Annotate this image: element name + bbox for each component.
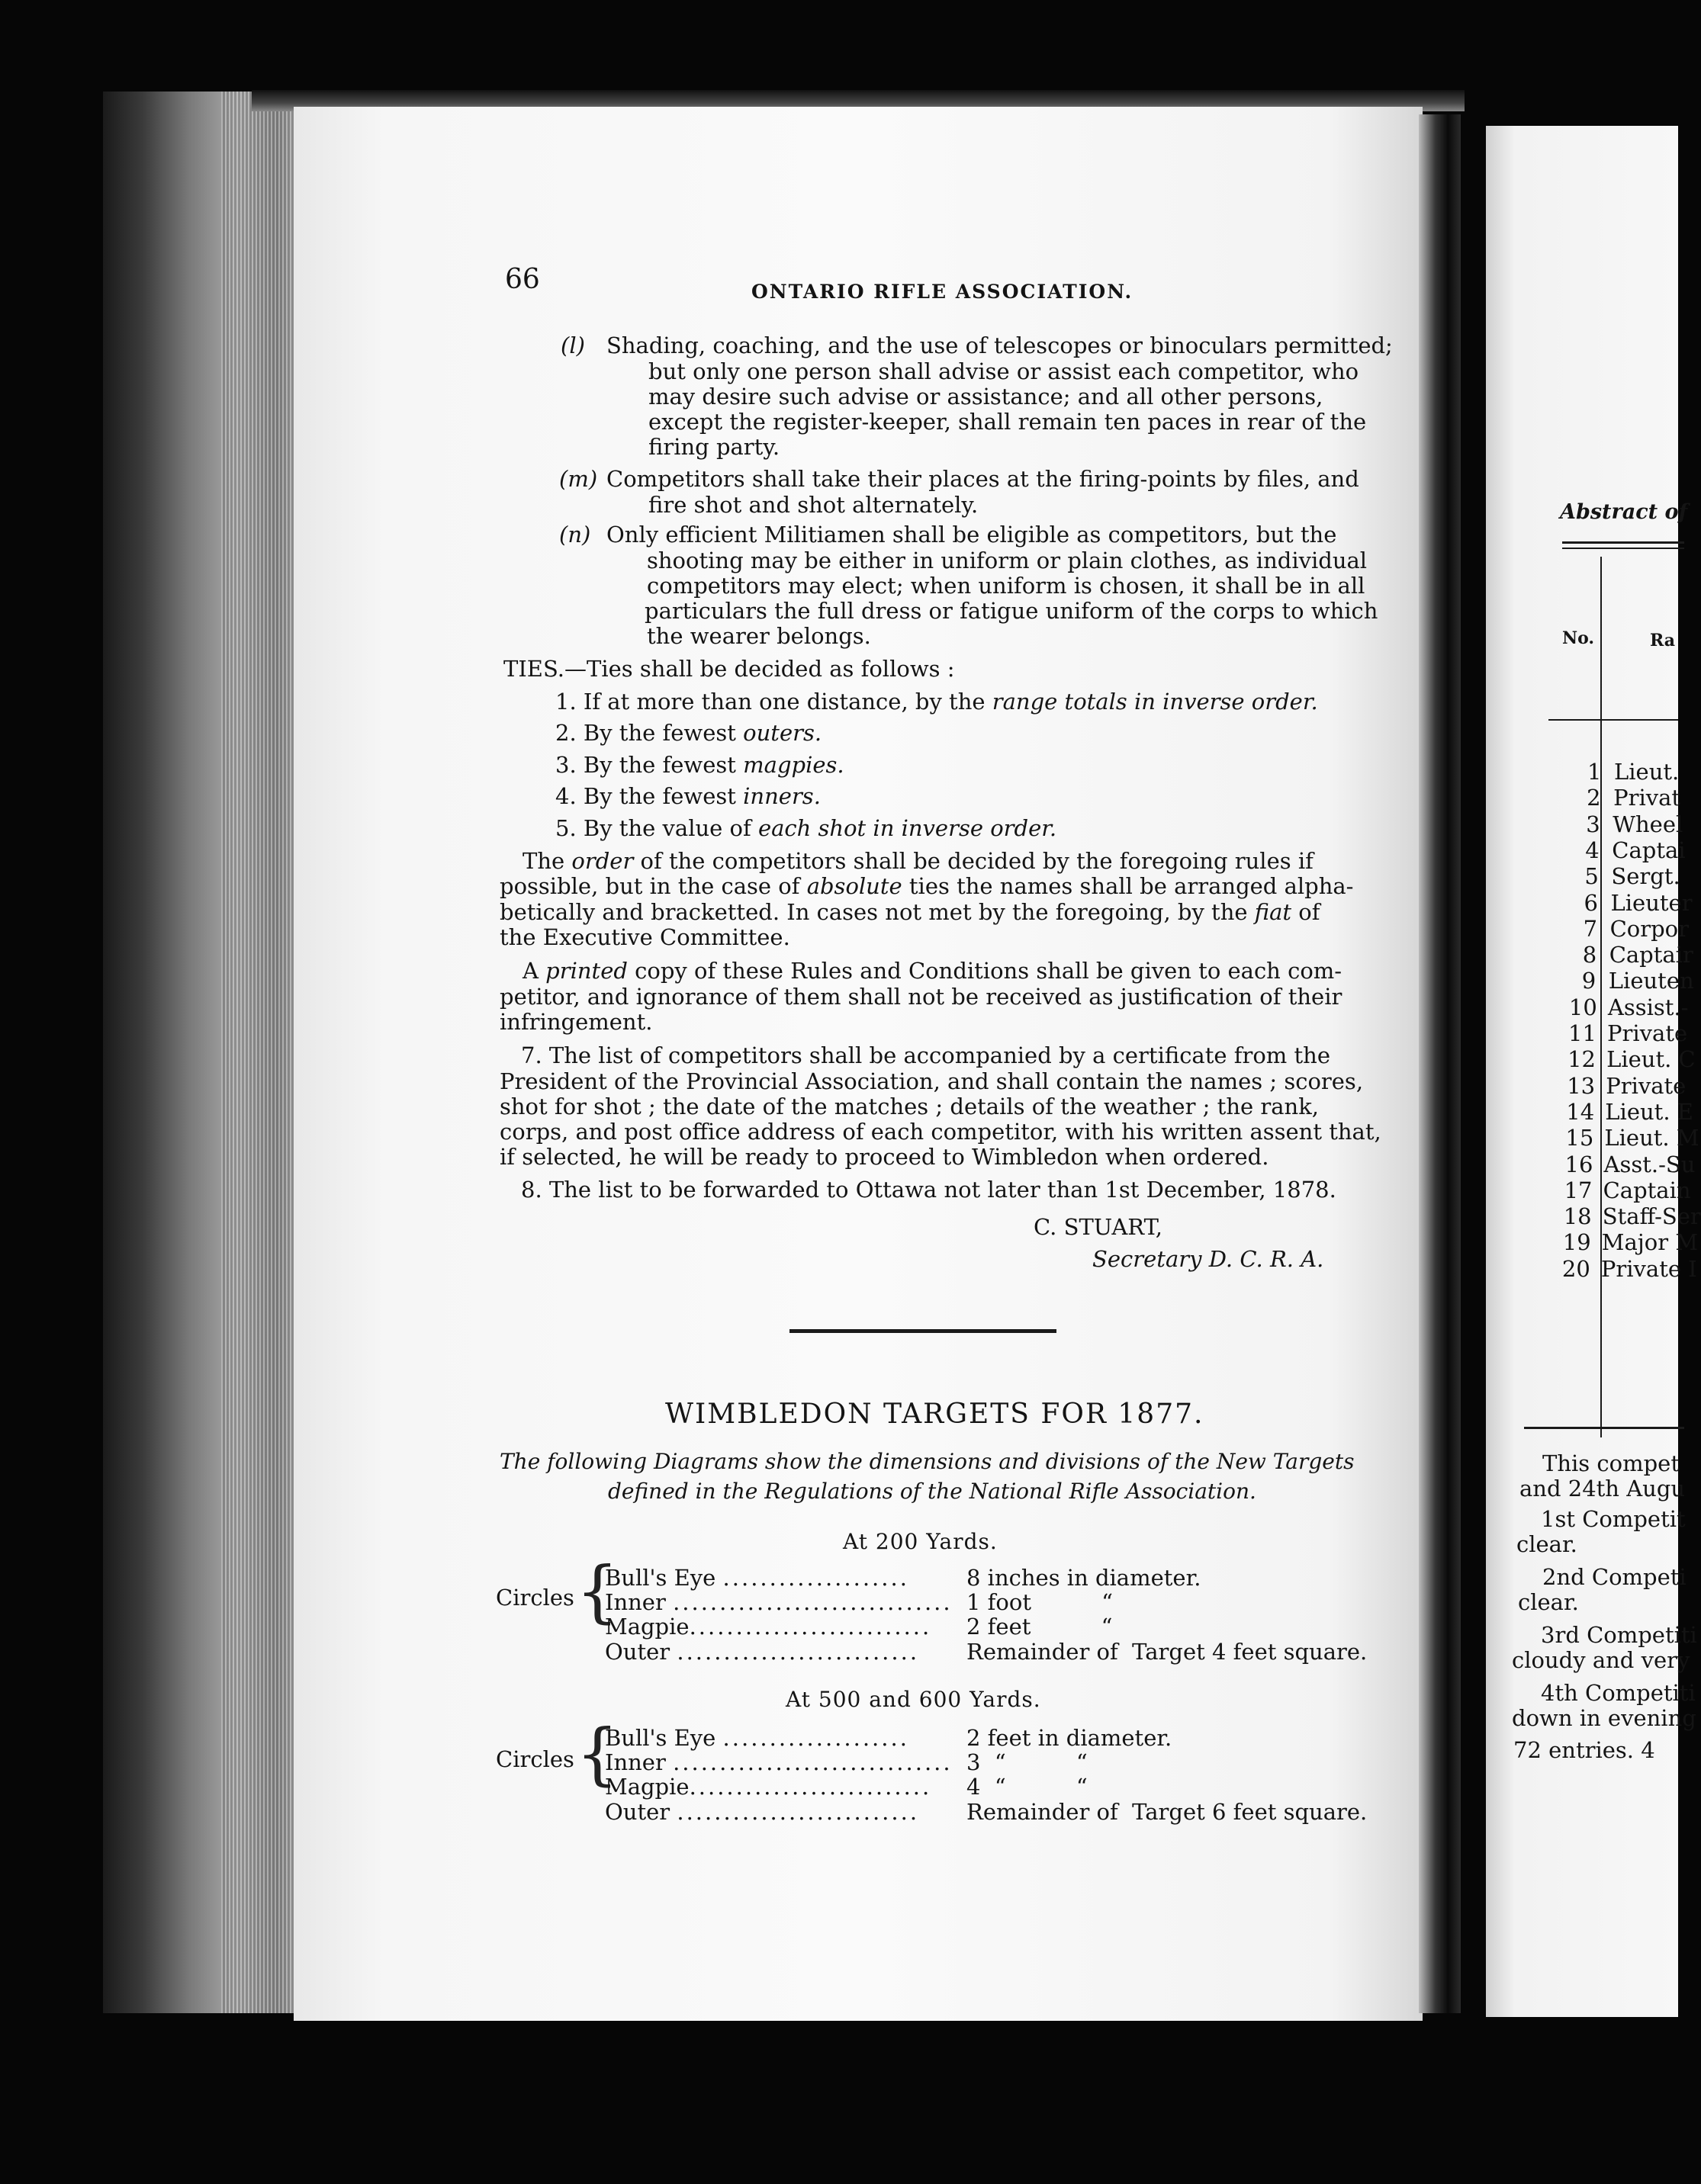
target-value: 3 “ “ [966, 1749, 1088, 1775]
abstract-heading: Abstract of [1560, 500, 1688, 524]
target-value: 4 “ “ [966, 1774, 1088, 1800]
brace-icon: { [576, 1552, 619, 1630]
rule-line: but only one person shall advise or assist each competitor, who [648, 358, 1359, 384]
row-rank: Wheel [1613, 811, 1683, 837]
row-rank: Privat [1613, 785, 1681, 811]
column-header-no: No. [1562, 628, 1595, 648]
note-line: and 24th Augu [1519, 1476, 1686, 1502]
target-value: Remainder of Target 4 feet square. [966, 1639, 1368, 1665]
note-line: 1st Competit [1541, 1506, 1686, 1532]
row-rank: Captain [1603, 1177, 1691, 1203]
rule-line: the wearer belongs. [647, 623, 871, 649]
target-value: Remainder of Target 6 feet square. [966, 1799, 1368, 1825]
paragraph-line: petitor, and ignorance of them shall not be received as justification of their [500, 984, 1342, 1010]
rule-line: competitors may elect; when uniform is chosen, it shall be in all [647, 573, 1365, 599]
row-number: 6 [1584, 889, 1598, 916]
row-rank: Corpor [1609, 915, 1689, 942]
row-rank: Lieut. [1614, 759, 1680, 785]
paragraph-line: infringement. [500, 1009, 653, 1035]
note-line: This compet [1542, 1450, 1680, 1476]
rule-line: fire shot and shot alternately. [648, 492, 979, 518]
row-number: 7 [1583, 915, 1598, 942]
note-line: clear. [1518, 1589, 1579, 1615]
note-line: 2nd Competi [1542, 1564, 1687, 1590]
row-number: 4 [1585, 837, 1600, 863]
note-line: 3rd Competiti [1541, 1622, 1697, 1648]
row-rank: Staff-Ser [1602, 1203, 1701, 1230]
table-bottom-rule [1524, 1427, 1684, 1429]
rule-letter: (m) [559, 466, 598, 492]
target-row: Magpie.......................... [605, 1774, 932, 1800]
row-number: 5 [1584, 863, 1599, 890]
subsection-heading-200: At 200 Yards. [843, 1529, 998, 1554]
paragraph-line: if selected, he will be ready to proceed to Wimbledon when ordered. [500, 1144, 1269, 1170]
column-divider [1600, 557, 1602, 1437]
rule-8: 8. The list to be forwarded to Ottawa not later than 1st December, 1878. [521, 1177, 1336, 1203]
section-title: WIMBLEDON TARGETS FOR 1877. [665, 1399, 1204, 1430]
circles-label: Circles [496, 1585, 574, 1611]
circles-label: Circles [496, 1746, 574, 1772]
row-rank: Sergt. [1611, 863, 1680, 890]
target-value: 8 inches in diameter. [966, 1565, 1201, 1591]
target-row: Inner .............................. [605, 1589, 953, 1615]
target-row: Magpie.......................... [605, 1614, 932, 1640]
running-head: ONTARIO RIFLE ASSOCIATION. [751, 281, 1133, 303]
row-rank: Assist.- [1607, 994, 1689, 1020]
target-row: Bull's Eye .................... [605, 1725, 909, 1751]
paragraph-line: betically and bracketted. In cases not met by the foregoing, by the fiat of [500, 899, 1320, 925]
row-number: 10 [1568, 994, 1597, 1020]
ties-heading: TIES.—Ties shall be decided as follows : [503, 656, 955, 682]
row-rank: Lieut. E [1605, 1098, 1693, 1125]
signature-title: Secretary D. C. R. A. [1092, 1246, 1324, 1272]
rule-letter: (n) [559, 522, 591, 548]
row-rank: Private [1607, 1020, 1688, 1046]
rule-letter: (l) [561, 332, 585, 358]
paragraph-line: the Executive Committee. [500, 924, 790, 950]
target-row: Bull's Eye .................... [605, 1565, 909, 1591]
row-rank: Major M [1601, 1229, 1699, 1256]
brace-icon: { [576, 1714, 619, 1793]
page-number: 66 [505, 264, 540, 295]
row-number: 20 [1561, 1255, 1590, 1282]
rule-line: Competitors shall take their places at the firing-points by files, and [606, 466, 1359, 492]
right-page [1486, 126, 1701, 2017]
rule-line: shooting may be either in uniform or plain clothes, as individual [647, 548, 1368, 573]
targets-intro-line: The following Diagrams show the dimensions and divisions of the New Targets [500, 1449, 1355, 1474]
rule-line: particulars the full dress or fatigue uniform of the corps to which [645, 598, 1378, 624]
paragraph-line: A printed copy of these Rules and Conditions shall be given to each com- [523, 958, 1342, 984]
paragraph-line: possible, but in the case of absolute ties the names shall be arranged alpha- [500, 873, 1354, 899]
row-rank: Lieut. M [1604, 1125, 1699, 1151]
row-rank: Lieuten [1608, 968, 1694, 994]
row-number: 16 [1564, 1151, 1593, 1177]
rule-line: may desire such advise or assistance; and all other persons, [648, 384, 1323, 410]
row-number: 1 [1587, 759, 1602, 785]
row-rank: Private [1606, 1072, 1687, 1099]
paragraph-line: corps, and post office address of each competitor, with his written assent that, [500, 1119, 1381, 1145]
book-gutter [1419, 114, 1461, 2013]
paragraph-line: President of the Provincial Association, and shall contain the names ; scores, [500, 1068, 1364, 1094]
row-number: 8 [1582, 942, 1597, 968]
rule-line: Only efficient Militiamen shall be eligible as competitors, but the [606, 522, 1337, 548]
paragraph-line: The order of the competitors shall be decided by the foregoing rules if [523, 848, 1314, 874]
target-value: 2 feet “ [966, 1614, 1113, 1640]
row-rank: Lieut. C [1606, 1046, 1696, 1073]
table-top-rule [1562, 541, 1684, 544]
row-rank: Private I [1600, 1255, 1697, 1282]
row-number: 19 [1562, 1229, 1591, 1256]
rule-line: except the register-keeper, shall remain ten paces in rear of the [648, 409, 1367, 435]
note-line: 4th Competiti [1541, 1680, 1696, 1706]
row-number: 14 [1566, 1098, 1595, 1125]
targets-intro-line: defined in the Regulations of the National Rifle Association. [608, 1479, 1256, 1504]
target-row: Inner .............................. [605, 1749, 953, 1775]
note-line: clear. [1516, 1531, 1577, 1557]
row-number: 3 [1586, 811, 1600, 837]
header-rule [1548, 719, 1678, 721]
row-number: 2 [1587, 785, 1601, 811]
paragraph-line: 7. The list of competitors shall be accompanied by a certificate from the [521, 1042, 1331, 1068]
target-row: Outer .......................... [605, 1799, 920, 1825]
row-rank: Captair [1609, 942, 1693, 968]
table-top-rule [1562, 548, 1684, 549]
note-line: cloudy and very [1512, 1647, 1690, 1673]
row-number: 17 [1564, 1177, 1593, 1203]
row-number: 18 [1563, 1203, 1592, 1230]
row-rank: Lieuter [1610, 889, 1693, 916]
tie-rule-5: 5. By the value of each shot in inverse order. [555, 815, 1057, 841]
row-number: 13 [1567, 1072, 1596, 1099]
signature-name: C. STUART, [1034, 1214, 1162, 1240]
target-value: 1 foot “ [966, 1589, 1113, 1615]
subsection-heading-500-600: At 500 and 600 Yards. [786, 1687, 1041, 1712]
row-rank: Asst.-Su [1603, 1151, 1696, 1177]
tie-rule-4: 4. By the fewest inners. [555, 783, 821, 809]
row-number: 15 [1565, 1125, 1594, 1151]
tie-rule-1: 1. If at more than one distance, by the range totals in inverse order. [555, 689, 1318, 715]
tie-rule-2: 2. By the fewest outers. [555, 720, 822, 746]
target-row: Outer .......................... [605, 1639, 920, 1665]
row-rank: Captai [1612, 837, 1686, 863]
row-number: 11 [1568, 1020, 1596, 1046]
rule-line: firing party. [648, 434, 780, 460]
target-value: 2 feet in diameter. [966, 1725, 1172, 1751]
row-number: 9 [1581, 968, 1596, 994]
column-header-rank: Ra [1650, 631, 1676, 650]
rule-line: Shading, coaching, and the use of telescopes or binoculars permitted; [606, 332, 1393, 358]
note-line: down in evening [1512, 1705, 1696, 1731]
tie-rule-3: 3. By the fewest magpies. [555, 752, 844, 778]
section-divider [789, 1329, 1056, 1333]
row-number: 12 [1568, 1046, 1596, 1073]
note-line: 72 entries. 4 [1513, 1737, 1655, 1763]
paragraph-line: shot for shot ; the date of the matches ; details of the weather ; the rank, [500, 1094, 1319, 1119]
